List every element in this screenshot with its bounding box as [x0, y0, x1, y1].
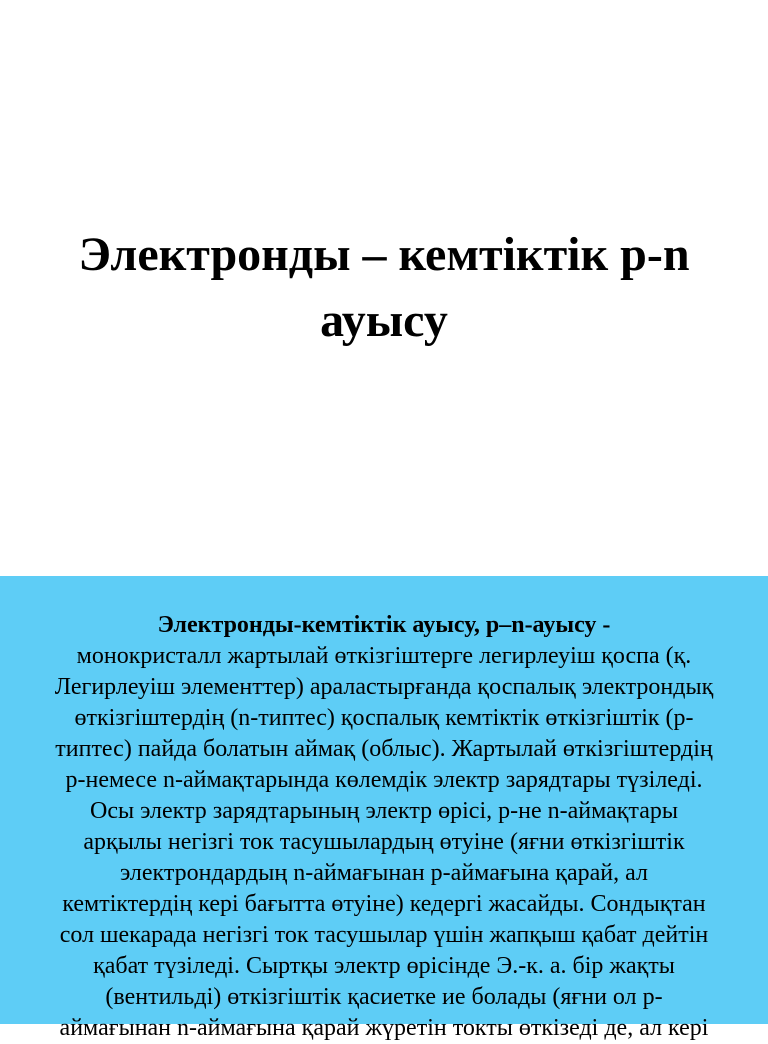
definition-line: өткізгіштердің (n-типтес) қоспалық кемтіктік өткізгіштік (p- — [74, 705, 694, 731]
definition-text — [30, 610, 738, 1044]
definition-line: монокристалл жартылай өткізгіштерге легирлеуіш қоспа (қ. — [76, 643, 692, 669]
definition-line: сол шекарада негізгі ток тасушылар үшін жапқыш қабат дейтін — [59, 922, 709, 948]
definition-line: (вентильді) өткізгіштік қасиетке ие болады (яғни ол p- — [105, 984, 663, 1010]
definition-line: типтес) пайда болатын аймақ (облыс). Жартылай өткізгіштердің — [55, 736, 713, 762]
definition-term: Электронды-кемтіктік ауысу, p–n-ауысу - — [157, 612, 611, 638]
definition-slide — [0, 576, 768, 1041]
definition-line: аймағынан n-аймағына қарай жүретін токты өткізеді де, ал кері — [59, 1015, 709, 1041]
definition-line: p-немесе n-аймақтарында көлемдік электр зарядтары түзіледі. — [65, 767, 703, 793]
definition-line: кемтіктердің кері бағытта өтуіне) кедергі жасайды. Сондықтан — [62, 891, 706, 917]
definition-line: электрондардың n-аймағынан p-аймағына қарай, ал — [120, 860, 648, 886]
definition-line: Легирлеуіш элементтер) араластырғанда қоспалық электрондық — [54, 674, 714, 700]
slide-title — [20, 222, 748, 354]
definition-line: арқылы негізгі ток тасушылардың өтуіне (яғни өткізгіштік — [83, 829, 685, 855]
slide-title-line: ауысу — [320, 294, 448, 347]
slide-title-line: Электронды – кемтіктік p-n — [78, 228, 690, 281]
definition-line: Осы электр зарядтарының электр өрісі, p-не n-аймақтары — [90, 798, 678, 824]
definition-line: қабат түзіледі. Сыртқы электр өрісінде Э.-к. а. бір жақты — [93, 953, 675, 979]
